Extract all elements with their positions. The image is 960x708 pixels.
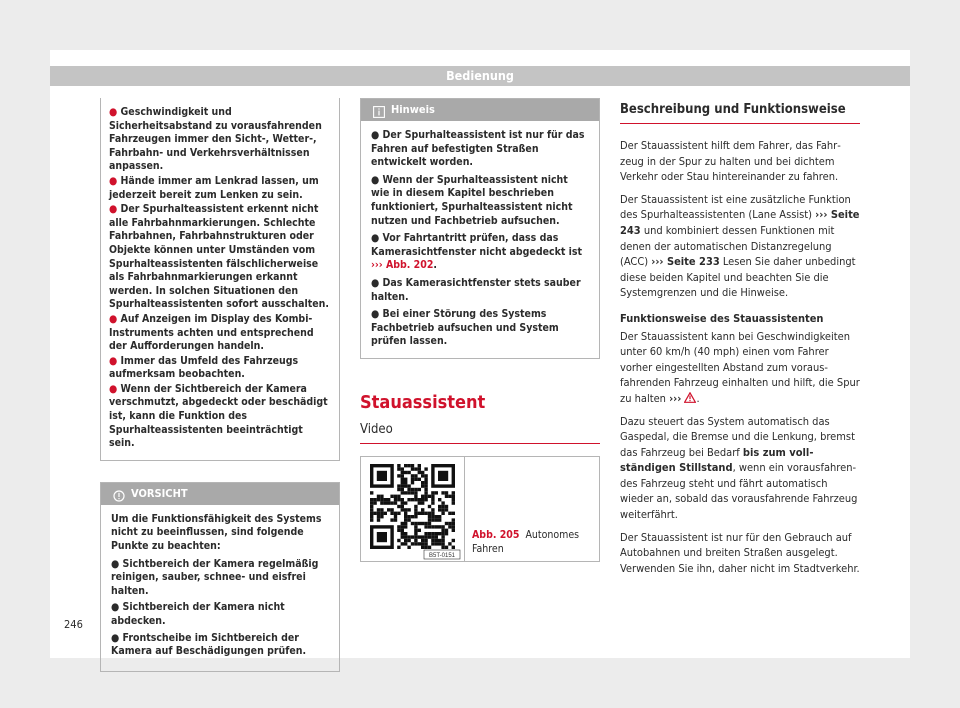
note-item: ● Bei einer Störung des Systems Fachbetrieb aufsuchen und System prüfen lassen. [371,308,559,348]
caution-list [111,558,329,659]
figure-caption [472,529,592,556]
warning-triangle-icon [684,392,696,405]
warning-item: ● Geschwindigkeit und Sicherheitsabstand zu vorausfahrenden Fahrzeugen immer den Sicht-, Wetter-, Fahrbahn- und Verkehrsverhältnissen anpassen. [109,106,322,173]
caution-item: ● Sichtbereich der Kamera regelmäßig reinigen, sauber, schnee- und eisfrei halten. [111,557,319,597]
paragraph: Der Stauassistent kann bei Geschwindigkeiten unter 60 km/h (40 mph) einen vom Fahrer vorher eingestellten Abstand zum vorausfahrenden Fahrzeug einhalten und hilft, die Spur zu halten ››› . [620,329,860,405]
warning-box [100,98,340,461]
note-item: ● Vor Fahrtantritt prüfen, dass das Kamerasichtfenster nicht abgedeckt ist ››› Abb. 202. [371,232,583,272]
warning-item: ● Auf Anzeigen im Display des Kombi-Instruments achten und entsprechend der Aufforderungen handeln. [109,312,314,353]
caution-icon [113,488,125,500]
info-icon [373,104,385,116]
qr-code[interactable] [361,457,465,561]
chapter-heading: Beschreibung und Funktionsweise [620,102,860,124]
caution-body [101,505,339,671]
page-number: 246 [64,618,83,631]
paragraph: Dazu steuert das System automatisch das Gaspedal, die Bremse und die Lenkung, bremst das Fahrzeug bei Bedarf bis zum vollständigen Stillstand, wenn ein vorausfahrendes Fahrzeug steht und fährt automatisch wieder an, sobald das vorausfahrende Fahrzeug weiterfährt. [620,414,858,522]
warning-item: ● Wenn der Sichtbereich der Kamera verschmutzt, abgedeckt oder beschädigt ist, kann die Funktion des Spurhalteassistenten beeinträchtigt sein. [109,382,328,450]
caution-item: ● Sichtbereich der Kamera nicht abdecken. [111,601,285,627]
warning-list [109,106,331,451]
chapter-body [620,138,860,576]
warning-link[interactable]: ››› [669,391,682,405]
warning-item: ● Der Spurhalteassistent erkennt nicht alle Fahrbahnmarkierungen. Schlechte Fahrbahnen, Fahrbahnstrukturen oder Objekte können unter Umständen vom Spurhalteassistenten fälschlicherweise als Fahrbahnmarkierungen erkannt werden. In solchen Situationen den Spurhalteassistenten sofort ausschalten. [109,203,329,311]
paragraph: Der Stauassistent ist nur für den Gebrauch auf Autobahnen und breiten Straßen ausgelegt. Verwenden Sie ihn, daher nicht im Stadtverkehr. [620,530,860,575]
caution-title-bar [101,483,339,505]
caution-intro: Um die Funktionsfähigkeit des Systems nicht zu beeinflussen, sind folgende Punkte zu beachten: [111,512,322,553]
figure-202-link[interactable]: ››› Abb. 202 [371,259,434,272]
page-243-link[interactable]: ››› Seite 243 [620,208,860,237]
subheading: Funktionsweise des Stauassistenten [620,311,824,325]
column-middle [360,98,600,562]
caution-box [100,482,340,672]
caution-item: ● Frontscheibe im Sichtbereich der Kamera auf Beschädigungen prüfen. [111,631,307,658]
note-item: ● Der Spurhalteassistent ist nur für das Fahren auf befestigten Straßen entwickelt worden. [371,129,585,169]
note-title: Hinweis [391,103,435,116]
section-title: Stauassistent [360,391,486,413]
section-subtitle: Video [360,421,393,437]
figure-label: Abb. 205 [472,528,520,541]
column-left [100,98,340,672]
note-item: ● Das Kamerasichtfenster stets sauber halten. [371,276,581,303]
note-body [361,121,599,358]
figure-code: B5T-0151 [428,552,456,559]
note-box [360,98,600,359]
figure-caption-text: Autonomes Fahren [472,528,580,555]
paragraph: Der Stauassistent hilft dem Fahrer, das Fahrzeug in der Spur zu halten und bei dichtem Verkehr oder Stau hintereinander zu fahren. [620,139,841,184]
page-header: Bedienung [50,66,910,86]
note-item: ● Wenn der Spurhalteassistent nicht wie in diesem Kapitel beschrieben funktioniert, Spurhalteassistent nicht nutzen und Fachbetrieb aufsuchen. [371,173,573,227]
column-right [620,98,860,583]
warning-item: ● Immer das Umfeld des Fahrzeugs aufmerksam beobachten. [109,354,299,381]
note-title-bar [361,99,599,121]
caution-title: VORSICHT [131,486,188,500]
warning-item: ● Hände immer am Lenkrad lassen, um jederzeit bereit zum Lenken zu sein. [109,174,319,201]
figure-box [360,456,600,562]
paragraph: Der Stauassistent ist eine zusätzliche Funktion des Spurhalteassistenten (Lane Assist) ››› Seite 243 und kombiniert dessen Funktionen mit denen der automatischen Distanzregelung (ACC) ››› Seite 233 Lesen Sie daher unbedingt diese beiden Kapitel und beachten Sie die Systemgrenzen und die Hinweise. [620,192,860,300]
section-divider [360,443,600,444]
page-233-link[interactable]: ››› Seite 233 [651,255,720,269]
section-heading [360,392,600,444]
